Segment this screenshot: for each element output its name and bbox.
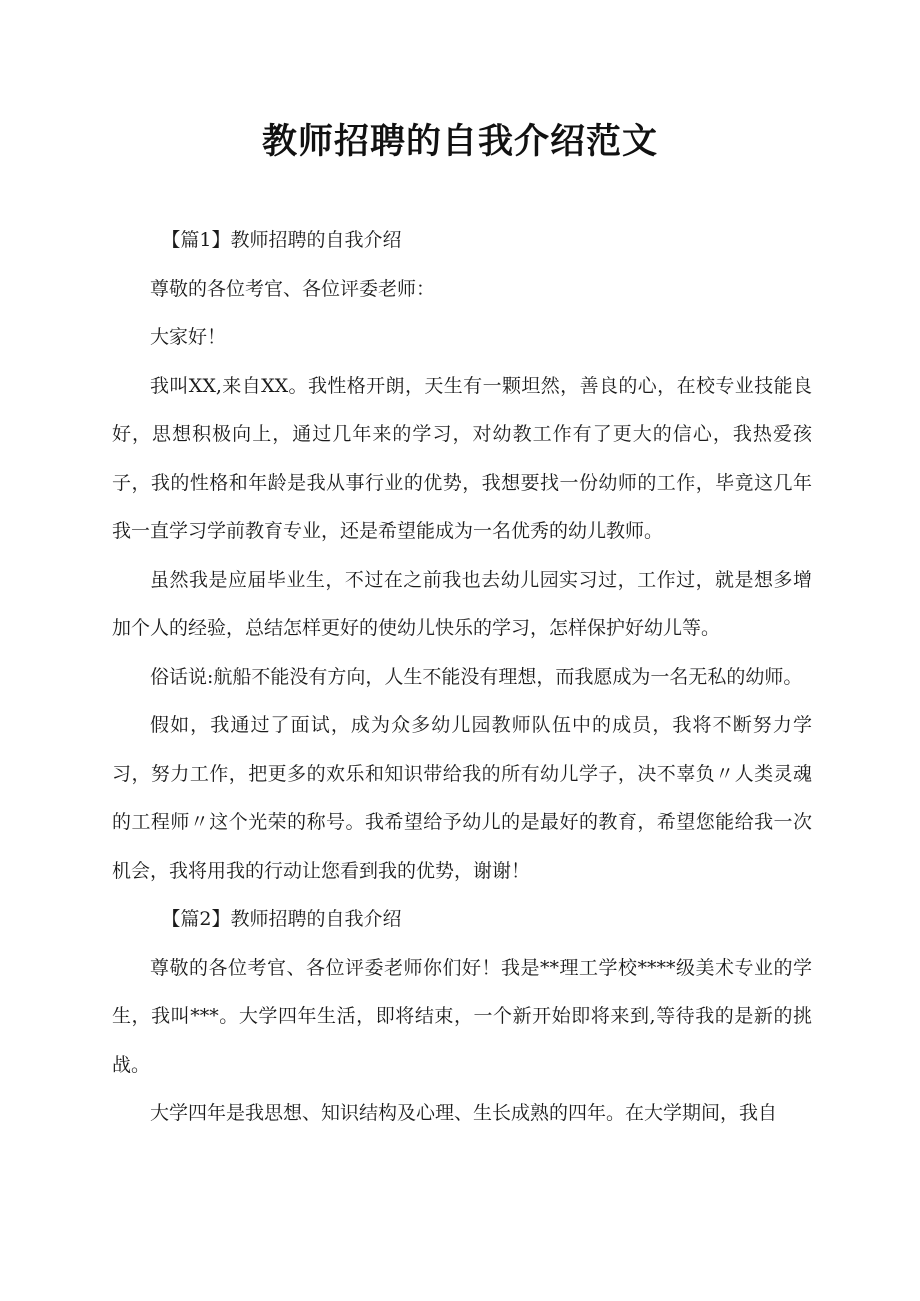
section-heading-2: 【篇2】教师招聘的自我介绍 — [161, 908, 402, 930]
paragraph-introduction-2: 尊敬的各位考官、各位评委老师你们好！我是**理工学校****级美术专业的学生，我叫***。大学四年生活，即将结束，一个新开始即将来到,等待我的是新的挑战。 — [112, 956, 812, 1076]
document-body — [112, 216, 812, 1138]
paragraph-commitment: 假如，我通过了面试，成为众多幼儿园教师队伍中的成员，我将不断努力学习，努力工作，把更多的欢乐和知识带给我的所有幼儿学子，决不辜负〃人类灵魂的工程师〃这个光荣的称号。我希望给予幼儿的是最好的教育，希望您能给我一次机会，我将用我的行动让您看到我的优势，谢谢！ — [112, 714, 812, 882]
paragraph-proverb: 俗话说:航船不能没有方向，人生不能没有理想，而我愿成为一名无私的幼师。 — [150, 665, 803, 688]
paragraph-experience: 虽然我是应届毕业生，不过在之前我也去幼儿园实习过，工作过，就是想多增加个人的经验，总结怎样更好的使幼儿快乐的学习，怎样保护好幼儿等。 — [112, 568, 812, 639]
section-heading-1: 【篇1】教师招聘的自我介绍 — [161, 229, 402, 251]
document-title: 教师招聘的自我介绍范文 — [261, 122, 658, 162]
paragraph-university: 大学四年是我思想、知识结构及心理、生长成熟的四年。在大学期间，我自 — [150, 1102, 778, 1124]
paragraph-intro: 我叫XX,来自XX。我性格开朗，天生有一颗坦然，善良的心，在校专业技能良好，思想积极向上，通过几年来的学习，对幼教工作有了更大的信心，我热爱孩子，我的性格和年龄是我从事行业的优势，我想要找一份幼师的工作，毕竟这几年我一直学习学前教育专业，还是希望能成为一名优秀的幼儿教师。 — [112, 374, 812, 542]
salutation: 尊敬的各位考官、各位评委老师： — [150, 277, 436, 300]
greeting: 大家好！ — [150, 326, 227, 348]
